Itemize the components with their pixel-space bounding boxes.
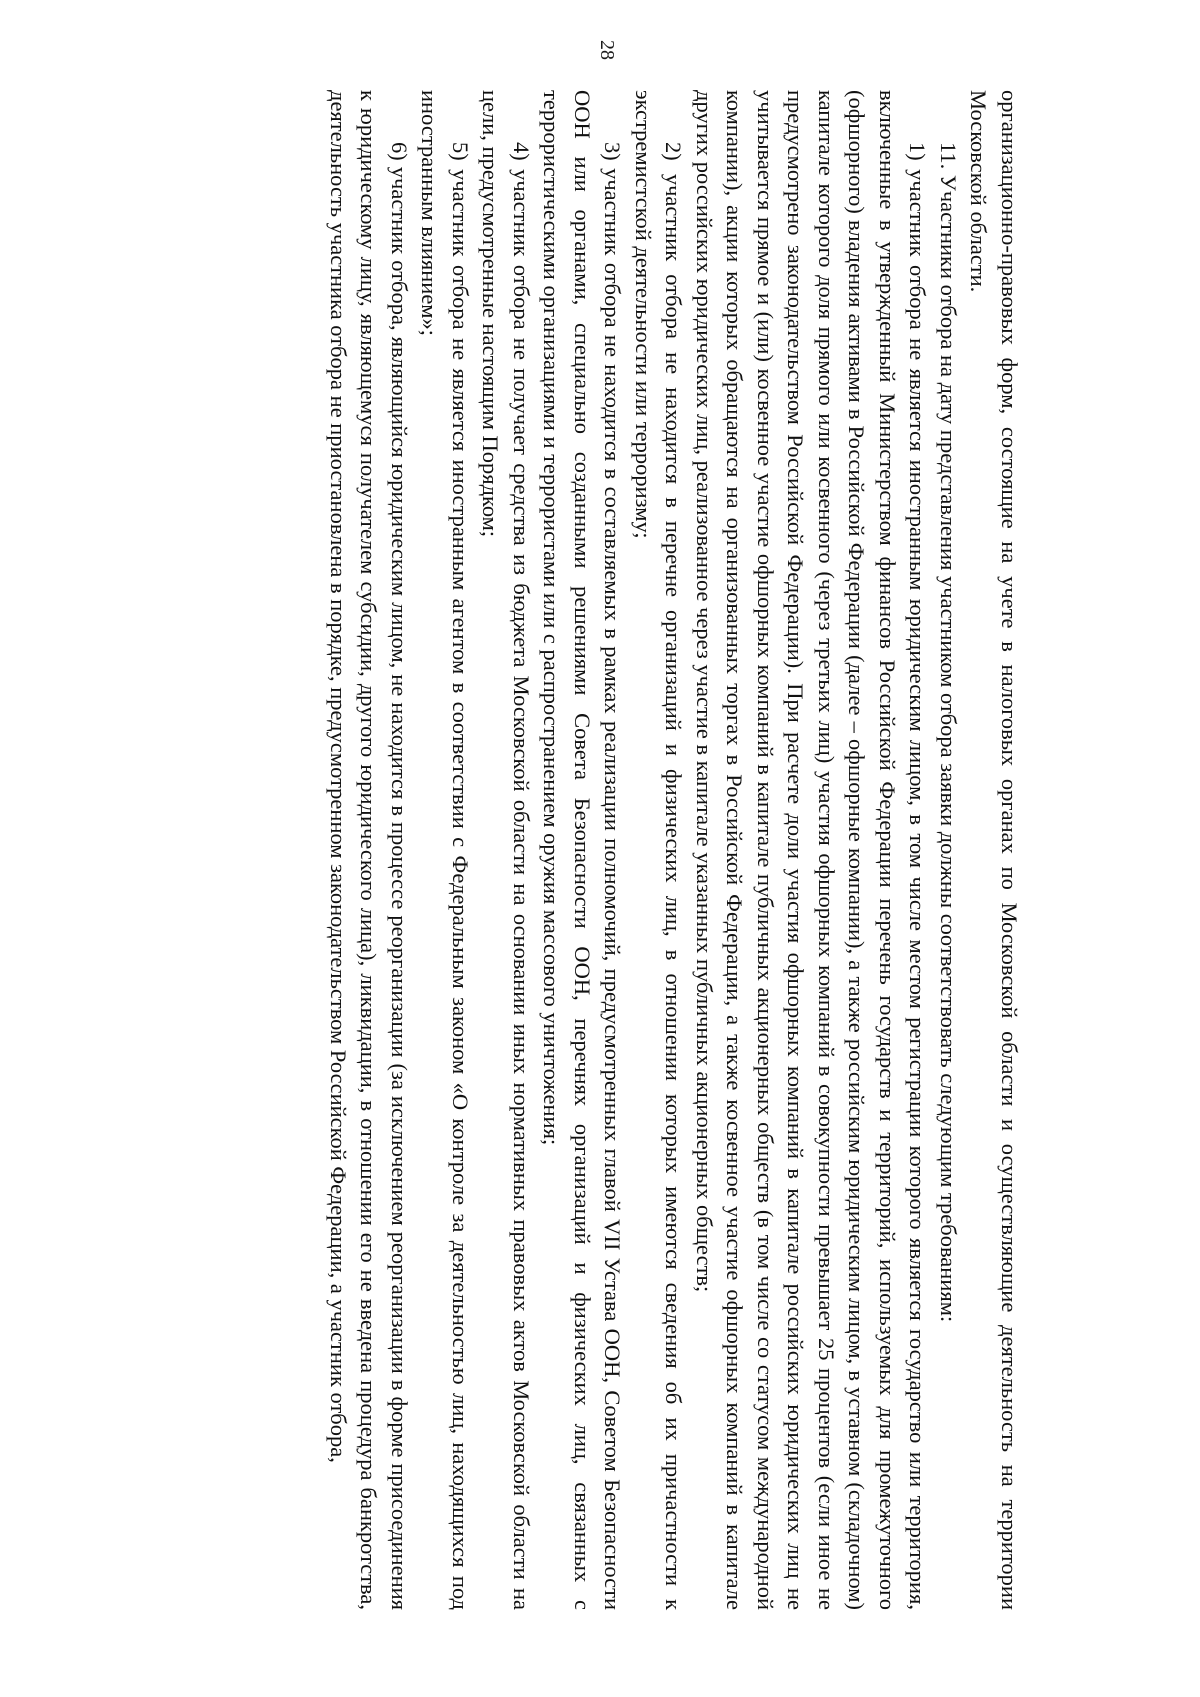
paragraph-requirement-4: 4) участник отбора не получает средства из бюджета Московской области на основании иных нормативных правовых актов Московской области на цели, предусмотренные настоящим Порядком;	[478, 90, 534, 1610]
paragraph-item-11: 11. Участники отбора на дату представления участником отбора заявки должны соответствовать следующим требованиям:	[936, 142, 961, 1323]
paragraph-requirement-6: 6) участник отбора, являющийся юридическим лицом, не находится в процессе реорганизации (за исключением реорганизации в форме присоединения к юридическому лицу, являющемуся получателем субсидии, другого юридического лица), ликвидации, в отношении его не введена процедура банкротства, деятельность участника отбора не приостановлена в порядке, предусмотренном законодательством Российской Федерации, а участник отбора,	[326, 90, 412, 1610]
paragraph-requirement-5: 5) участник отбора не является иностранным агентом в соответствии с Федеральным законом «О контроле за деятельностью лиц, находящихся под иностранным влиянием»;	[417, 90, 473, 1610]
rotated-page-content	[108, 90, 1024, 1610]
paragraph-requirement-2: 2) участник отбора не находится в перечне организаций и физических лиц, в отношении которых имеются сведения об их причастности к экстремистской деятельности или терроризму;	[631, 90, 687, 1610]
document-body	[108, 90, 1024, 1610]
page-number: 28	[596, 40, 618, 60]
paragraph-requirement-1: 1) участник отбора не является иностранным юридическим лицом, в том числе местом регистрации которого является государство или территория, включенные в утвержденный Министерством финансов Российской Федерации перечень государств и территорий, используемых для промежуточного (офшорного) владения активами в Российской Федерации (далее – офшорные компании), а также российским юридическим лицом, в уставном (складочном) капитале которого доля прямого или косвенного (через третьих лиц) участия офшорных компаний в совокупности превышает 25 процентов (если иное не предусмотрено законодательством Российской Федерации). При расчете доли участия офшорных компаний в капитале российских юридических лиц не учитывается прямое и (или) косвенное участие офшорных компаний в капитале публичных акционерных обществ (в том числе со статусом международной компании), акции которых обращаются на организованных торгах в Российской Федерации, а также косвенное участие офшорных компаний в капитале других российских юридических лиц, реализованное через участие в капитале указанных публичных акционерных обществ;	[692, 90, 931, 1610]
paragraph-intro-continuation: организационно-правовых форм, состоящие на учете в налоговых органах по Московской области и осуществляющие деятельность на территории Московской области.	[966, 90, 1022, 1610]
paragraph-requirement-3: 3) участник отбора не находится в составляемых в рамках реализации полномочий, предусмотренных главой VII Устава ООН, Советом Безопасности ООН или органами, специально созданными решениями Совета Безопасности ООН, перечнях организаций и физических лиц, связанных с террористическими организациями и террористами или с распространением оружия массового уничтожения;	[539, 90, 626, 1610]
